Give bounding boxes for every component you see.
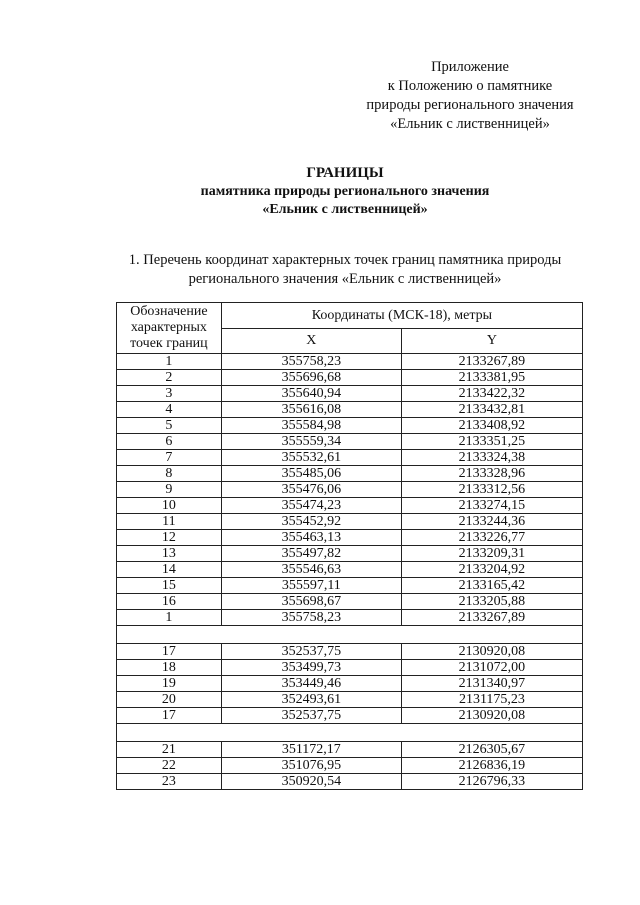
appendix-line: природы регионального значения xyxy=(366,97,574,113)
point-number-cell: 12 xyxy=(117,530,222,546)
y-coordinate-cell: 2133226,77 xyxy=(401,530,582,546)
x-coordinate-cell: 355616,08 xyxy=(221,402,401,418)
point-number-cell: 20 xyxy=(117,692,222,708)
table-row xyxy=(117,708,583,724)
y-coordinate-cell: 2130920,08 xyxy=(401,644,582,660)
y-coordinate-cell: 2131340,97 xyxy=(401,676,582,692)
y-coordinate-cell: 2133312,56 xyxy=(401,482,582,498)
point-number-cell: 17 xyxy=(117,708,222,724)
x-coordinate-cell: 355497,82 xyxy=(221,546,401,562)
y-coordinate-cell: 2133408,92 xyxy=(401,418,582,434)
x-coordinate-cell: 352537,75 xyxy=(221,708,401,724)
x-coordinate-cell: 355758,23 xyxy=(221,354,401,370)
point-number-cell: 19 xyxy=(117,676,222,692)
y-coordinate-cell: 2131175,23 xyxy=(401,692,582,708)
y-coordinate-cell: 2130920,08 xyxy=(401,708,582,724)
point-number-cell: 21 xyxy=(117,742,222,758)
point-number-cell: 11 xyxy=(117,514,222,530)
point-number-cell: 2 xyxy=(117,370,222,386)
point-number-cell: 15 xyxy=(117,578,222,594)
title-sub: памятника природы регионального значения xyxy=(200,184,490,199)
x-coordinate-cell: 355696,68 xyxy=(221,370,401,386)
table-row xyxy=(117,562,583,578)
y-coordinate-cell: 2133165,42 xyxy=(401,578,582,594)
x-coordinate-cell: 355758,23 xyxy=(221,610,401,626)
point-number-cell: 14 xyxy=(117,562,222,578)
y-coordinate-cell: 2133244,36 xyxy=(401,514,582,530)
appendix-block xyxy=(330,58,610,134)
x-coordinate-cell: 355474,23 xyxy=(221,498,401,514)
x-coordinate-cell: 355546,63 xyxy=(221,562,401,578)
group-separator-row xyxy=(117,626,583,644)
header-y: Y xyxy=(401,328,582,354)
point-number-cell: 16 xyxy=(117,594,222,610)
y-coordinate-cell: 2133381,95 xyxy=(401,370,582,386)
y-coordinate-cell: 2133351,25 xyxy=(401,434,582,450)
point-number-cell: 1 xyxy=(117,610,222,626)
header-x: X xyxy=(221,328,401,354)
section-heading xyxy=(110,251,580,289)
table-row xyxy=(117,354,583,370)
y-coordinate-cell: 2126305,67 xyxy=(401,742,582,758)
header-coordinates: Координаты (МСК-18), метры xyxy=(221,303,582,329)
point-number-cell: 1 xyxy=(117,354,222,370)
table-row xyxy=(117,610,583,626)
table-row xyxy=(117,450,583,466)
table-row xyxy=(117,530,583,546)
table-row xyxy=(117,386,583,402)
y-coordinate-cell: 2133422,32 xyxy=(401,386,582,402)
x-coordinate-cell: 355485,06 xyxy=(221,466,401,482)
appendix-line: Приложение xyxy=(431,59,509,75)
table-row xyxy=(117,370,583,386)
y-coordinate-cell: 2126796,33 xyxy=(401,774,582,790)
table-row xyxy=(117,594,583,610)
x-coordinate-cell: 355597,11 xyxy=(221,578,401,594)
group-separator-cell xyxy=(117,626,583,644)
coordinates-table xyxy=(116,302,583,790)
y-coordinate-cell: 2133267,89 xyxy=(401,354,582,370)
title-main: ГРАНИЦЫ xyxy=(306,165,384,181)
table-row xyxy=(117,514,583,530)
table-row xyxy=(117,578,583,594)
title-sub: «Ельник с лиственницей» xyxy=(262,202,428,217)
section-heading-line: 1. Перечень координат характерных точек границ памятника природы xyxy=(128,252,562,268)
y-coordinate-cell: 2133274,15 xyxy=(401,498,582,514)
x-coordinate-cell: 355640,94 xyxy=(221,386,401,402)
point-number-cell: 9 xyxy=(117,482,222,498)
point-number-cell: 10 xyxy=(117,498,222,514)
table-row xyxy=(117,482,583,498)
document-title xyxy=(0,163,640,219)
x-coordinate-cell: 352493,61 xyxy=(221,692,401,708)
point-number-cell: 23 xyxy=(117,774,222,790)
table-row xyxy=(117,742,583,758)
x-coordinate-cell: 353449,46 xyxy=(221,676,401,692)
table-row xyxy=(117,498,583,514)
table-row xyxy=(117,434,583,450)
y-coordinate-cell: 2133267,89 xyxy=(401,610,582,626)
point-number-cell: 3 xyxy=(117,386,222,402)
group-separator-cell xyxy=(117,724,583,742)
group-separator-row xyxy=(117,724,583,742)
y-coordinate-cell: 2133324,38 xyxy=(401,450,582,466)
y-coordinate-cell: 2133205,88 xyxy=(401,594,582,610)
point-number-cell: 18 xyxy=(117,660,222,676)
x-coordinate-cell: 352537,75 xyxy=(221,644,401,660)
point-number-cell: 4 xyxy=(117,402,222,418)
table-row xyxy=(117,466,583,482)
table-row xyxy=(117,758,583,774)
x-coordinate-cell: 355559,34 xyxy=(221,434,401,450)
point-number-cell: 22 xyxy=(117,758,222,774)
x-coordinate-cell: 355452,92 xyxy=(221,514,401,530)
appendix-line: к Положению о памятнике xyxy=(387,78,553,94)
point-number-cell: 13 xyxy=(117,546,222,562)
y-coordinate-cell: 2133328,96 xyxy=(401,466,582,482)
point-number-cell: 8 xyxy=(117,466,222,482)
y-coordinate-cell: 2131072,00 xyxy=(401,660,582,676)
table-row xyxy=(117,546,583,562)
appendix-line: «Ельник с лиственницей» xyxy=(390,116,550,132)
x-coordinate-cell: 351172,17 xyxy=(221,742,401,758)
header-point-designation: Обозначение характерных точек границ xyxy=(117,303,222,354)
x-coordinate-cell: 355584,98 xyxy=(221,418,401,434)
section-heading-line: регионального значения «Ельник с лиственницей» xyxy=(188,271,502,287)
x-coordinate-cell: 355532,61 xyxy=(221,450,401,466)
y-coordinate-cell: 2126836,19 xyxy=(401,758,582,774)
table-row xyxy=(117,676,583,692)
table-row xyxy=(117,774,583,790)
x-coordinate-cell: 355476,06 xyxy=(221,482,401,498)
table-row xyxy=(117,644,583,660)
x-coordinate-cell: 351076,95 xyxy=(221,758,401,774)
y-coordinate-cell: 2133209,31 xyxy=(401,546,582,562)
table-row xyxy=(117,692,583,708)
table-row xyxy=(117,660,583,676)
y-coordinate-cell: 2133204,92 xyxy=(401,562,582,578)
x-coordinate-cell: 355463,13 xyxy=(221,530,401,546)
x-coordinate-cell: 355698,67 xyxy=(221,594,401,610)
coordinates-table-body xyxy=(117,354,583,790)
table-row xyxy=(117,418,583,434)
table-row xyxy=(117,402,583,418)
point-number-cell: 17 xyxy=(117,644,222,660)
point-number-cell: 7 xyxy=(117,450,222,466)
y-coordinate-cell: 2133432,81 xyxy=(401,402,582,418)
point-number-cell: 5 xyxy=(117,418,222,434)
point-number-cell: 6 xyxy=(117,434,222,450)
x-coordinate-cell: 350920,54 xyxy=(221,774,401,790)
x-coordinate-cell: 353499,73 xyxy=(221,660,401,676)
